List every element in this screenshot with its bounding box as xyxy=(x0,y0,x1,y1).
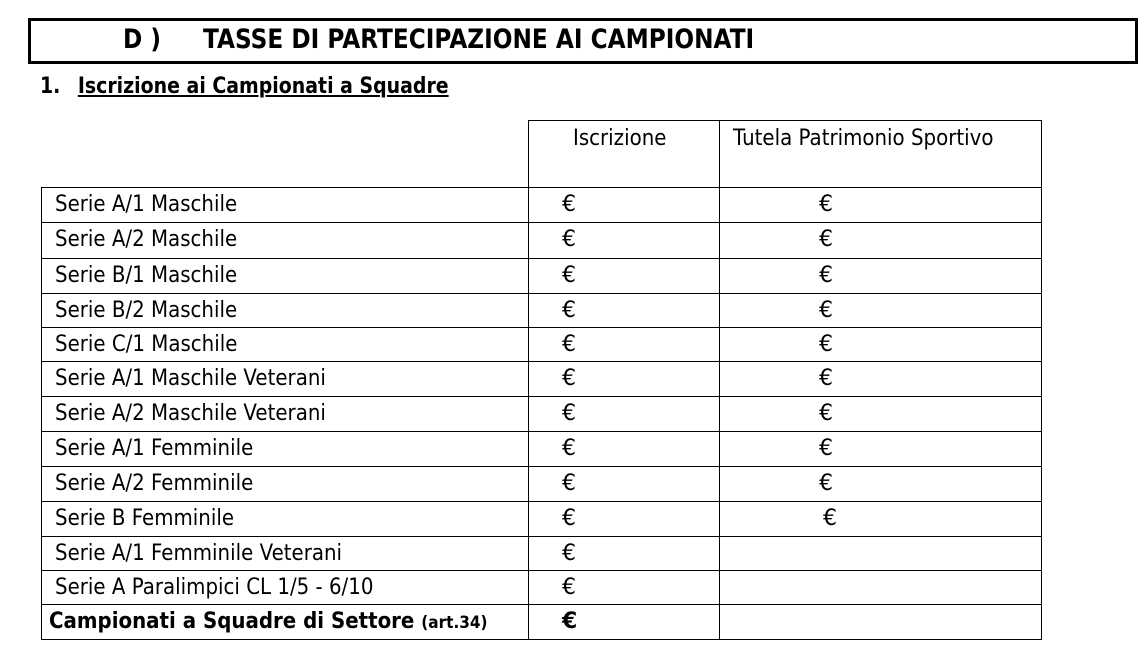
euro-symbol: € xyxy=(562,298,576,323)
table-row-border xyxy=(41,361,1042,362)
table-row-border xyxy=(41,293,1042,294)
table-column-border xyxy=(41,187,42,640)
table-row-border xyxy=(41,222,1042,223)
euro-symbol: € xyxy=(562,263,576,288)
table-column-border xyxy=(1041,187,1042,640)
euro-symbol: € xyxy=(562,332,576,357)
section-header xyxy=(28,18,1138,64)
last-row-note: (art.34) xyxy=(421,613,488,633)
euro-symbol: € xyxy=(819,366,833,391)
table-row-border xyxy=(41,466,1042,467)
euro-symbol: € xyxy=(819,436,833,461)
euro-symbol: € xyxy=(819,227,833,252)
last-row-label xyxy=(49,609,488,634)
row-label: Serie A/1 Maschile Veterani xyxy=(55,366,326,391)
row-label: Serie A/2 Maschile xyxy=(55,227,238,252)
table-border xyxy=(719,120,720,187)
row-label: Serie C/1 Maschile xyxy=(55,332,238,357)
row-label: Serie A/2 Femminile xyxy=(55,471,254,496)
table-row-border xyxy=(41,570,1042,571)
euro-symbol: € xyxy=(562,471,576,496)
euro-symbol: € xyxy=(562,541,576,566)
euro-symbol: € xyxy=(819,401,833,426)
row-label: Serie B Femminile xyxy=(55,506,235,531)
table-column-border xyxy=(528,187,529,640)
table-row-border xyxy=(41,639,1042,640)
table-border xyxy=(528,120,529,187)
euro-symbol: € xyxy=(819,471,833,496)
euro-symbol: € xyxy=(562,227,576,252)
euro-symbol: € xyxy=(819,332,833,357)
table-row-border xyxy=(41,536,1042,537)
column-header-iscrizione: Iscrizione xyxy=(573,126,667,151)
row-label: Serie B/1 Maschile xyxy=(55,263,238,288)
table-row-border xyxy=(41,431,1042,432)
euro-symbol: € xyxy=(562,192,576,217)
section-title: TASSE DI PARTECIPAZIONE AI CAMPIONATI xyxy=(203,24,755,55)
euro-symbol: € xyxy=(562,506,576,531)
table-border xyxy=(528,120,1042,121)
table-row-border xyxy=(41,187,1042,188)
euro-symbol: € xyxy=(562,366,576,391)
subsection-number: 1. xyxy=(40,74,61,99)
row-label: Serie A/2 Maschile Veterani xyxy=(55,401,326,426)
section-letter: D ) xyxy=(123,24,161,55)
euro-symbol: € xyxy=(562,401,576,426)
last-row-title: Campionati a Squadre di Settore xyxy=(49,609,415,634)
row-label: Serie A/1 Femminile Veterani xyxy=(55,541,343,566)
table-row-border xyxy=(41,258,1042,259)
subsection-title: Iscrizione ai Campionati a Squadre xyxy=(77,74,449,99)
table-row-border xyxy=(41,501,1042,502)
table-row-border xyxy=(41,604,1042,605)
table-row-border xyxy=(41,327,1042,328)
subsection-heading xyxy=(40,74,449,99)
euro-symbol: € xyxy=(562,575,576,600)
row-label: Serie A Paralimpici CL 1/5 - 6/10 xyxy=(55,575,374,600)
euro-symbol: € xyxy=(562,609,578,634)
euro-symbol: € xyxy=(823,506,837,531)
euro-symbol: € xyxy=(819,298,833,323)
euro-symbol: € xyxy=(562,436,576,461)
column-header-tutela: Tutela Patrimonio Sportivo xyxy=(733,126,994,151)
euro-symbol: € xyxy=(819,192,833,217)
table-row-border xyxy=(41,396,1042,397)
row-label: Serie A/1 Maschile xyxy=(55,192,238,217)
row-label: Serie B/2 Maschile xyxy=(55,298,238,323)
euro-symbol: € xyxy=(819,263,833,288)
row-label: Serie A/1 Femminile xyxy=(55,436,254,461)
table-border xyxy=(1041,120,1042,187)
table-column-border xyxy=(719,187,720,640)
